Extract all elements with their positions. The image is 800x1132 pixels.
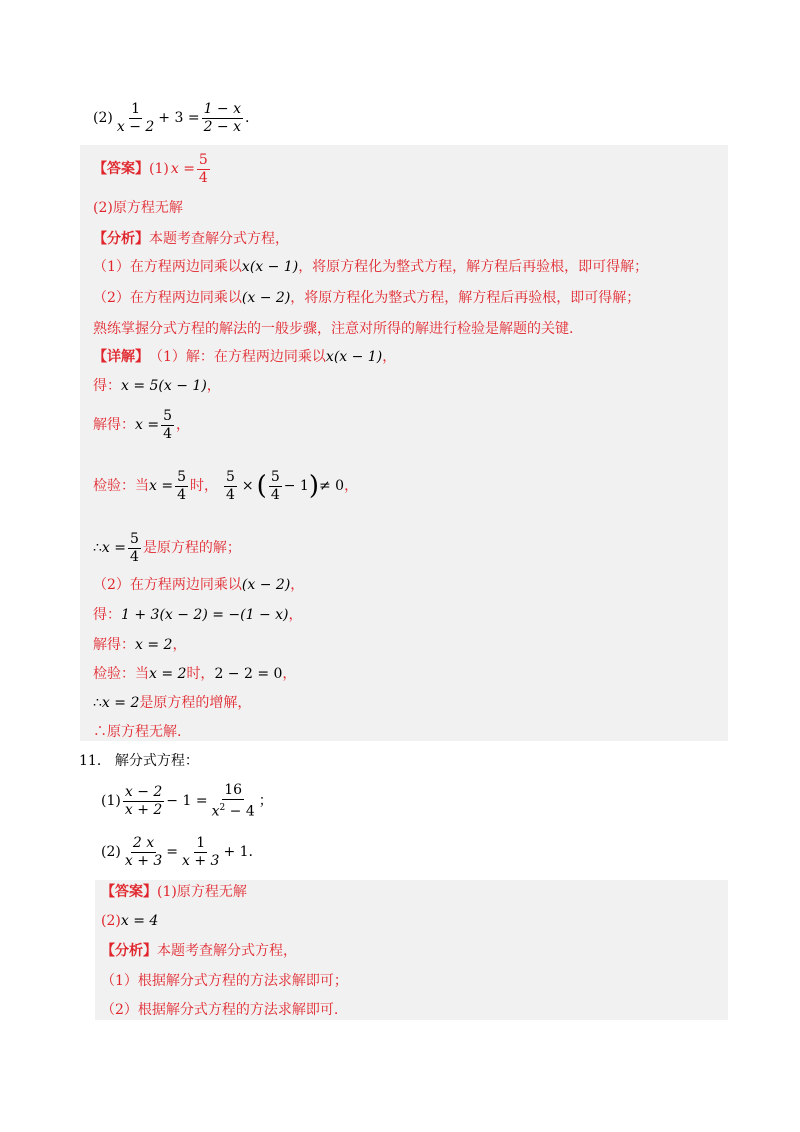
fraction: $\frac{1}{x - 2}$ xyxy=(116,100,155,135)
analysis2-line-1: 【分析】 本题考查解分式方程， xyxy=(101,943,297,959)
fraction: $\frac{5}{4}$ xyxy=(130,530,139,565)
analysis-line-1: 【分析】 本题考查解分式方程， xyxy=(93,231,289,247)
left-paren: ( xyxy=(256,471,267,501)
fraction: $\frac{5}{4}$ xyxy=(198,151,208,186)
analysis-tag: 【分析】 xyxy=(101,943,157,959)
detail-line-8: 解得： x = 2 ， xyxy=(93,637,187,653)
fraction: $\frac{5}{4}$ xyxy=(163,407,172,442)
q11-part2-equation: (2) $\frac{2 x}{x + 3}$ = $\frac{1}{x + 3}$ + 1. xyxy=(101,834,253,869)
detail-tag: 【详解】 xyxy=(93,349,149,365)
answer-line-1: 【答案】 (1) x = $\frac{5}{4}$ xyxy=(93,151,208,186)
answer-tag: 【答案】 xyxy=(93,161,149,177)
detail-line-10: ∴ x = 2 是原方程的增解， xyxy=(93,695,252,711)
analysis2-line-3: （2）根据解分式方程的方法求解即可. xyxy=(101,1002,339,1018)
fraction: $\frac{5}{4}$ xyxy=(177,468,186,503)
analysis-line-3: （2）在方程两边同乘以 (x − 2) ，将原方程化为整式方程，解方程后再验根，即可得解； xyxy=(93,290,641,306)
part-label: (2) xyxy=(101,844,121,860)
q10-part2-equation: (2) $\frac{1}{x - 2}$ + 3 = $\frac{1 - x}{2 - x}$ . xyxy=(93,100,250,135)
answer2-line-2: (2) x = 4 xyxy=(101,913,159,929)
fraction: $\frac{5}{4}$ xyxy=(270,468,280,503)
detail-line-6: （2）在方程两边同乘以 (x − 2) ， xyxy=(93,577,305,593)
answer-line-2: (2)原方程无解 xyxy=(93,200,183,216)
q11-part1-equation: (1) $\frac{x - 2}{x + 2}$ − 1 = $\frac{16}{x^2 - 4}$ ； xyxy=(101,781,273,820)
analysis2-line-2: （1）根据解分式方程的方法求解即可； xyxy=(101,973,348,989)
detail-line-1: 【详解】 （1）解：在方程两边同乘以 x(x − 1) ， xyxy=(93,349,397,365)
fraction: $\frac{1 - x}{2 - x}$ xyxy=(203,100,241,135)
answer-tag: 【答案】 xyxy=(101,884,157,900)
detail-line-2: 得： x = 5(x − 1) ， xyxy=(93,378,221,394)
part-label: (1) xyxy=(101,793,121,809)
detail-line-9: 检验：当 x = 2 时， 2 − 2 = 0 ， xyxy=(93,666,297,682)
q11-stem: 11． 解分式方程： xyxy=(79,753,199,769)
fraction: $\frac{2 x}{x + 3}$ xyxy=(124,834,163,869)
detail-line-4: 检验：当 x = $\frac{5}{4}$ 时， $\frac{5}{4}$ × ( $\frac{5}{4}$ − 1 ) ≠ 0 ， xyxy=(93,468,359,503)
fraction: $\frac{16}{x^2 - 4}$ xyxy=(211,781,255,820)
question-number: 11． xyxy=(79,753,111,769)
detail-line-5: ∴ x = $\frac{5}{4}$ 是原方程的解； xyxy=(93,530,241,565)
answer2-line-1: 【答案】 (1)原方程无解 xyxy=(101,884,247,900)
right-paren: ) xyxy=(308,471,319,501)
analysis-line-4: 熟练掌握分式方程的解法的一般步骤，注意对所得的解进行检验是解题的关键. xyxy=(93,321,574,337)
fraction: $\frac{1}{x + 3}$ xyxy=(182,834,220,869)
detail-line-3: 解得： x = $\frac{5}{4}$ ， xyxy=(93,407,190,442)
analysis-line-2: （1）在方程两边同乘以 x(x − 1) ，将原方程化为整式方程，解方程后再验根，即可得解； xyxy=(93,259,649,275)
fraction: $\frac{x - 2}{x + 2}$ xyxy=(124,783,163,818)
detail-line-11: ∴原方程无解. xyxy=(93,724,182,740)
analysis-tag: 【分析】 xyxy=(93,231,149,247)
detail-line-7: 得： 1 + 3(x − 2) = −(1 − x) ， xyxy=(93,607,303,623)
fraction: $\frac{5}{4}$ xyxy=(226,468,235,503)
part-label: (2) xyxy=(93,110,113,126)
